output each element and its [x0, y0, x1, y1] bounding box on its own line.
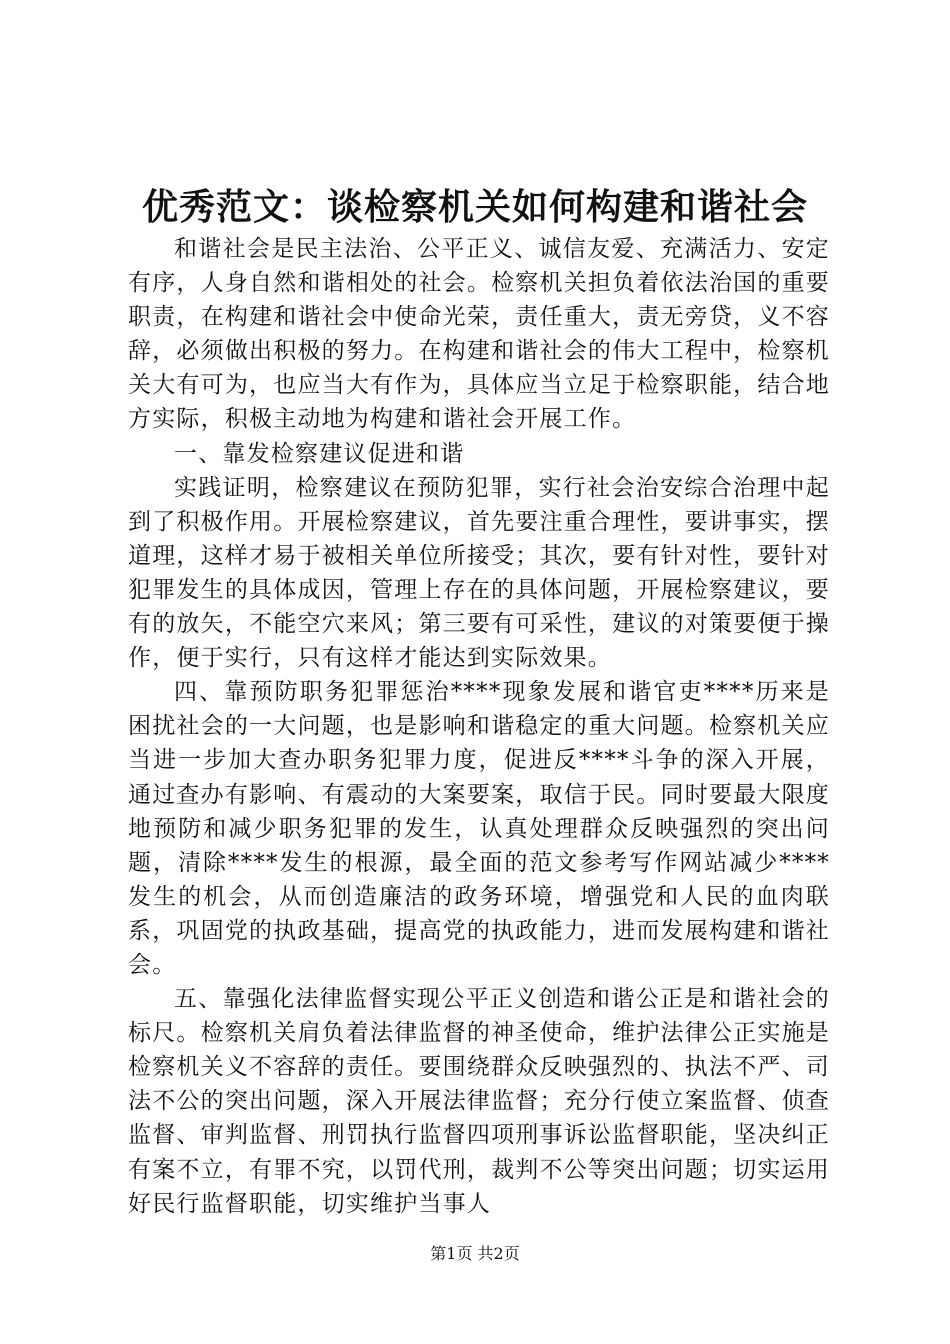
section-heading-1: 一、靠发检察建议促进和谐 — [174, 440, 465, 467]
section-4-paragraph: 四、靠预防职务犯罪惩治****现象发展和谐官吏****历来是困扰社会的一大问题，也是影响和谐稳定的重大问题。检察机关应当进一步加大查办职务犯罪力度，促进反****斗争的深入开展，通过查办有影响、有震动的大案要案，取信于民。同时要最大限度地预防和减少职务犯罪的发生，认真处理群众反映强烈的突出问题，清除****发生的根源，最全面的范文参考写作网站减少****发生的机会，从而创造廉洁的政务环境，增强党和人民的血肉联系，巩固党的执政基础，提高党的执政能力，进而发展构建和谐社会。 — [128, 679, 830, 978]
page-footer: 第1页 共2页 — [430, 1244, 520, 1263]
section-1-paragraph: 实践证明，检察建议在预防犯罪，实行社会治安综合治理中起到了积极作用。开展检察建议，首先要注重合理性，要讲事实，摆道理，这样才易于被相关单位所接受；其次，要有针对性，要针对犯罪发生的具体成因，管理上存在的具体问题，开展检察建议，要有的放矢，不能空穴来风；第三要有可采性，建议的对策要便于操作，便于实行，只有这样才能达到实际效果。 — [128, 474, 830, 672]
document-body — [128, 232, 830, 1221]
document-title: 优秀范文：谈检察机关如何构建和谐社会 — [141, 186, 808, 228]
intro-paragraph: 和谐社会是民主法治、公平正义、诚信友爱、充满活力、安定有序，人身自然和谐相处的社会。检察机关担负着依法治国的重要职责，在构建和谐社会中使命光荣，责任重大，责无旁贷，义不容辞，必须做出积极的努力。在构建和谐社会的伟大工程中，检察机关大有可为，也应当大有作为，具体应当立足于检察职能，结合地方实际，积极主动地为构建和谐社会开展工作。 — [128, 236, 830, 433]
section-5-paragraph: 五、靠强化法律监督实现公平正义创造和谐公正是和谐社会的标尺。检察机关肩负着法律监督的神圣使命，维护法律公正实施是检察机关义不容辞的责任。要围绕群众反映强烈的、执法不严、司法不公的突出问题，深入开展法律监督；充分行使立案监督、侦查监督、审判监督、刑罚执行监督四项刑事诉讼监督职能，坚决纠正有案不立，有罪不究，以罚代刑，裁判不公等突出问题；切实运用好民行监督职能，切实维护当事人 — [128, 986, 830, 1217]
